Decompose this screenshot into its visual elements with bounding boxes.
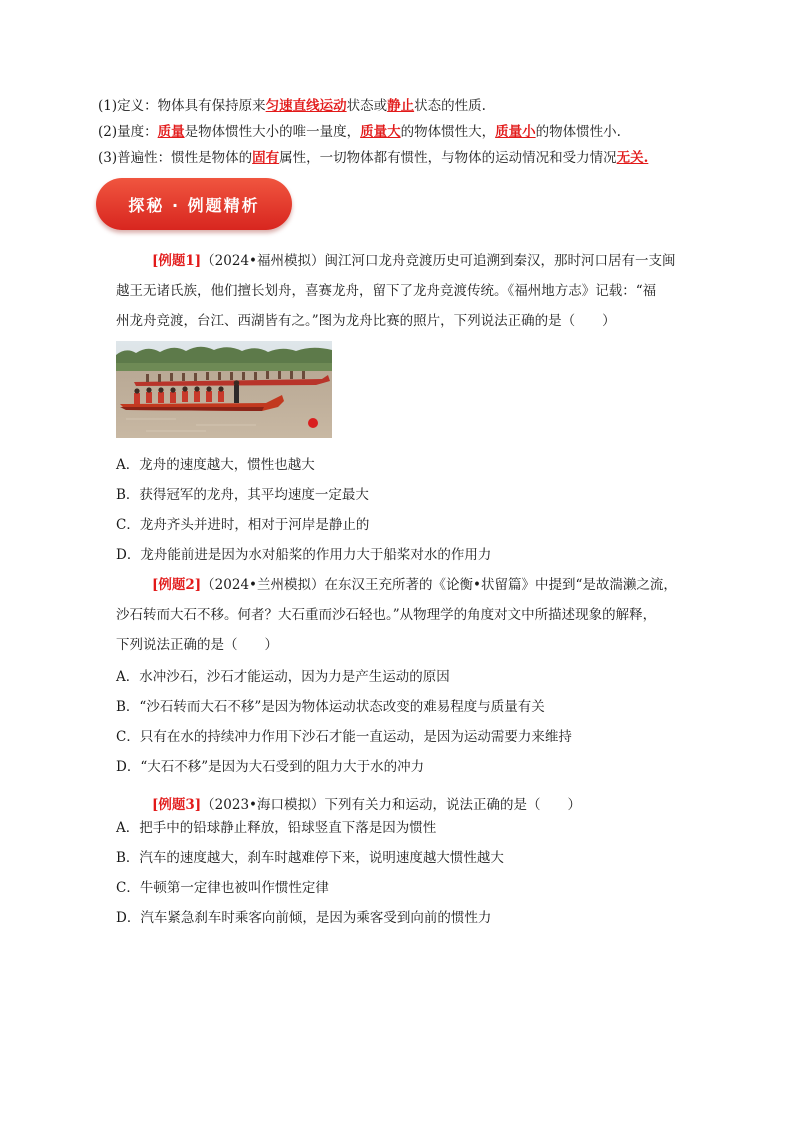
- example-1-option-d[interactable]: D．龙舟能前进是因为水对船桨的作用力大于船桨对水的作用力: [116, 547, 492, 563]
- dragon-boat-photo: [116, 341, 332, 438]
- banner-label: 探秘 · 例题精析: [128, 195, 260, 215]
- example-3-stem: [116, 790, 716, 820]
- definition-line-3: [98, 148, 648, 168]
- example-3-option-c[interactable]: C．牛顿第一定律也被叫作惯性定律: [116, 880, 329, 896]
- stem-line: （2023•海口模拟）下列有关力和运动，说法正确的是（ ）: [201, 797, 581, 813]
- stem-line: 州龙舟竞渡，台江、西湖皆有之。”图为龙舟比赛的照片，下列说法正确的是（ ）: [116, 313, 616, 329]
- text: 的物体惯性大，: [400, 124, 496, 140]
- example-2-option-c[interactable]: C．只有在水的持续冲力作用下沙石才能一直运动，是因为运动需要力来维持: [116, 729, 572, 745]
- keyword: 质量大: [360, 124, 401, 140]
- stem-line: 沙石转而大石不移。何者？大石重而沙石轻也。”从物理学的角度对文中所描述现象的解释，: [116, 607, 657, 623]
- example-2-option-b[interactable]: B．“沙石转而大石不移”是因为物体运动状态改变的难易程度与质量有关: [116, 699, 545, 715]
- stem-line: 越王无诸氏族，他们擅长划舟，喜赛龙舟，留下了龙舟竞渡传统。《福州地方志》记载：“福: [116, 283, 657, 299]
- example-1-option-b[interactable]: B．获得冠军的龙舟，其平均速度一定最大: [116, 487, 369, 503]
- example-1-option-a[interactable]: A．龙舟的速度越大，惯性也越大: [116, 457, 315, 473]
- example-2-option-d[interactable]: D．“大石不移”是因为大石受到的阻力大于水的冲力: [116, 759, 425, 775]
- stem-line: （2024•兰州模拟）在东汉王充所著的《论衡•状留篇》中提到“是故湍濑之流，: [201, 577, 677, 593]
- definition-line-1: [98, 96, 486, 116]
- text: 属性，一切物体都有惯性，与物体的运动情况和受力情况: [279, 150, 617, 166]
- example-3-tag: [例题3]: [152, 797, 202, 813]
- example-1-option-c[interactable]: C．龙舟齐头并进时，相对于河岸是静止的: [116, 517, 370, 533]
- text: (2)量度：: [98, 124, 158, 140]
- text: 状态的性质.: [414, 98, 486, 114]
- keyword: 质量: [157, 124, 185, 140]
- example-3-option-d[interactable]: D．汽车紧急刹车时乘客向前倾，是因为乘客受到向前的惯性力: [116, 910, 492, 926]
- example-3-option-b[interactable]: B．汽车的速度越大，刹车时越难停下来，说明速度越大惯性越大: [116, 850, 504, 866]
- keyword: 匀速直线运动: [265, 98, 347, 114]
- text: 是物体惯性大小的唯一量度，: [184, 124, 361, 140]
- keyword: 静止: [387, 98, 415, 114]
- example-2-option-a[interactable]: A．水冲沙石，沙石才能运动，因为力是产生运动的原因: [116, 669, 450, 685]
- section-banner: [96, 178, 292, 230]
- stem-line: （2024•福州模拟）闽江河口龙舟竞渡历史可追溯到秦汉，那时河口居有一支闽: [201, 253, 676, 269]
- text: 状态或: [346, 98, 388, 114]
- stem-line: 下列说法正确的是（ ）: [116, 637, 278, 653]
- example-2-stem: [116, 570, 716, 660]
- definition-line-2: [98, 122, 621, 142]
- example-2-tag: [例题2]: [152, 577, 202, 593]
- keyword: 质量小: [495, 124, 536, 140]
- text: (1)定义：物体具有保持原来: [98, 98, 266, 114]
- text: (3)普遍性：惯性是物体的: [98, 150, 253, 166]
- example-1-tag: [例题1]: [152, 253, 202, 269]
- keyword: 固有: [252, 150, 280, 166]
- example-1-stem: [116, 246, 716, 336]
- keyword: 无关.: [616, 150, 649, 166]
- text: 的物体惯性小.: [535, 124, 621, 140]
- example-3-option-a[interactable]: A．把手中的铅球静止释放，铅球竖直下落是因为惯性: [116, 820, 437, 836]
